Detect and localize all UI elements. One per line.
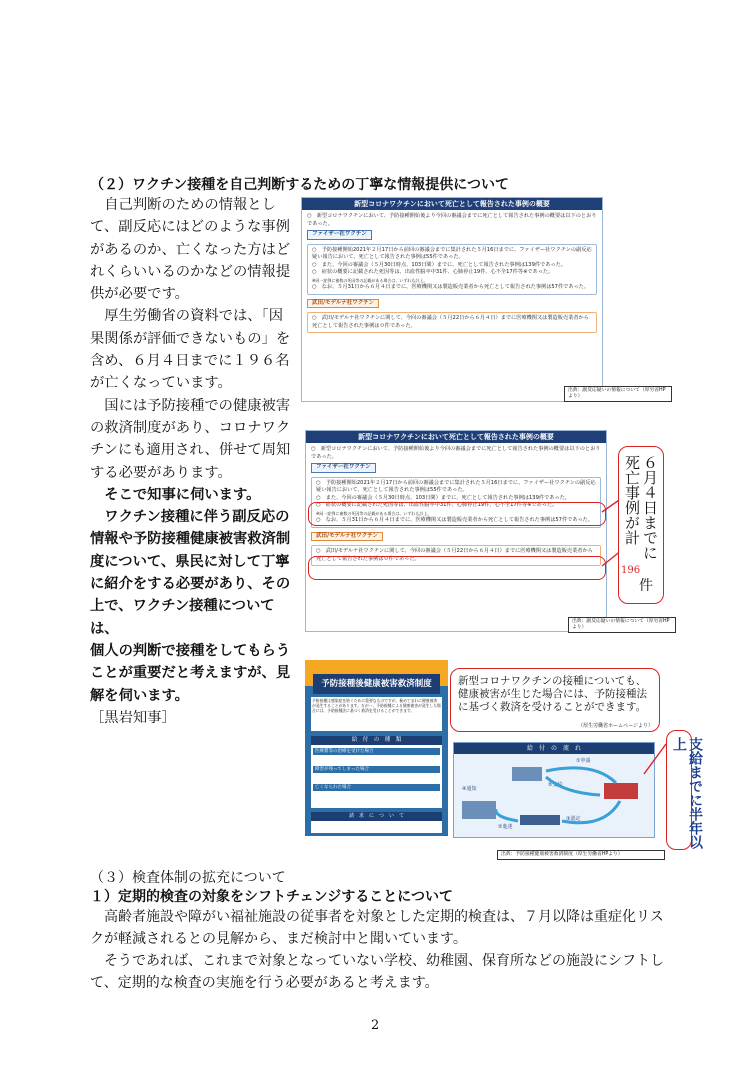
kyufu-row: 医療費等の治療を受けた場合 <box>313 748 440 755</box>
relief-system-leaflet <box>305 660 448 836</box>
paragraph: 高齢者施設や障がい福祉施設の従事者を対象とした定期的検査は、７月以降は重症化リスクが軽減されるとの見解から、まだ検討中と聞いています。 <box>90 909 664 947</box>
question-line: に紹介をする必要があり、その <box>90 576 291 593</box>
report-item: ○ 症状の概要に記載された死因等は、出血性脳卒中31件、心肺停止19件、心不全17件等※であった。 <box>312 269 554 275</box>
flow-arrow <box>562 801 620 823</box>
figure-source: 出典：副反応疑いの情報について（厚労省HPより） <box>564 386 672 402</box>
question-line: 上で、ワクチン接種については、 <box>90 598 275 637</box>
kyufu-row-body <box>311 773 442 782</box>
question-intro: そこで知事に伺います。 <box>104 486 261 503</box>
flow-step: ①申請 <box>576 758 591 764</box>
leaflet-kyufu-box <box>311 736 442 808</box>
report-item: ○ なお、５月31日から６月４日までに、医療機関又は製造販売業者から死亡として報告された事例は57件であった。 <box>312 284 590 290</box>
report-item: ○ また、今回の審議会（５月30日時点、103日間）までに、死亡として報告された事例は139件であった。 <box>316 494 570 501</box>
question-line: ことが重要だと考えますが、見 <box>90 665 291 682</box>
page-number: 2 <box>371 1018 380 1033</box>
paragraph: 国には予防接種での健康被害の救済制度があり、コロナワクチンにも適用され、併せて周知する必要があります。 <box>90 397 291 481</box>
figure-title: 新型コロナワクチンにおいて死亡として報告された事例の概要 <box>306 431 606 443</box>
section-heading: （３）検査体制の拡充について <box>90 870 286 886</box>
seikyu-body <box>311 821 442 833</box>
callout-number: 196 <box>621 565 641 576</box>
death-count-callout <box>618 446 664 604</box>
figure-intro: ○ 新型コロナワクチンにおいて、予防接種開始後より今回の審議会までに死亡として報告された事例の概要は以下のとおりであった。 <box>311 446 601 460</box>
callout-unit: 件 <box>639 578 653 594</box>
flow-step: ④通知 <box>462 786 477 792</box>
report-item: ○ また、今回の審議会（５月30日時点、103日間）までに、死亡として報告された事例は139件であった。 <box>312 261 566 268</box>
figure-intro: ○ 新型コロナワクチンにおいて、予防接種開始後より今回の審議会までに死亡として報告された事例の概要は以下のとおりであった。 <box>307 213 597 227</box>
kyufu-title: 給 付 の 種 類 <box>311 736 442 745</box>
question-text <box>90 506 296 707</box>
section-heading: （２）ワクチン接種を自己判断するための丁寧な情報提供について <box>90 177 510 193</box>
paragraph: そうであれば、これまで対象となっていない学校、幼稚園、保育所などの施設にシフトして、定期的な検査の実施を行う必要があると考えます。 <box>90 953 664 991</box>
answerer-label: ［黒岩知事］ <box>90 709 176 726</box>
paragraph: 厚生労働省の資料では、「因果関係が評価できないもの」を含め、６月４日までに１９６名が亡くなっています。 <box>90 308 291 392</box>
figure-title: 新型コロナワクチンにおいて死亡として報告された事例の概要 <box>302 198 602 210</box>
payment-time-callout <box>666 730 703 850</box>
moderna-label: 武田/モデルナ社ワクチン <box>307 299 379 309</box>
flow-arrow <box>496 809 518 821</box>
question-line: 解を伺います。 <box>90 687 189 704</box>
highlight-oval <box>308 502 606 526</box>
benefit-flow-diagram <box>453 742 655 838</box>
moderna-box <box>307 312 597 333</box>
pfizer-label: ファイザー社ワクチン <box>307 230 372 240</box>
highlight-oval <box>308 556 606 580</box>
pfizer-label: ファイザー社ワクチン <box>311 463 376 473</box>
kyufu-row: 亡くなられた場合 <box>313 784 440 791</box>
question-line: 度について、県民に対して丁寧 <box>90 553 290 570</box>
death-report-figure-1 <box>301 197 603 402</box>
flow-arrow <box>546 777 600 795</box>
seikyu-title: 請 求 に つ い て <box>311 812 442 821</box>
kyufu-row: 障害が残ってしまった場合 <box>313 766 440 773</box>
report-item: ○ 症状の概要に記載された死因等は、出血性脳卒中31件、心肺停止19件、心不全17件等※であった。 <box>316 502 558 508</box>
relief-callout <box>450 668 660 732</box>
report-item: ○ 予防接種開始2021年２月17日から前回の審議会までに集計された５月16日までに、ファイザー社ワクチンの副反応疑い報告において、死亡として報告された事例は55件であった。 <box>316 479 596 493</box>
callout-text-line: 死亡事例が計 <box>623 455 641 545</box>
payment-time-note: 支給までに半年以上 <box>671 737 703 849</box>
left-column <box>90 194 296 729</box>
relief-callout-text: 新型コロナワクチンの接種についても、健康被害が生じた場合には、予防接種法に基づく救済を受けることができます。 <box>458 675 647 713</box>
pfizer-box <box>307 244 597 295</box>
flow-arrows <box>454 743 654 837</box>
question-line: ワクチン接種に伴う副反応の <box>104 509 290 526</box>
report-item: ○ 武田/モデルナ社ワクチンに関して、今回の審議会（５月22日から６月４日）までに医療機関又は製造販売業者から死亡として報告された事例は０件であった。 <box>312 315 589 329</box>
report-item: ○ なお、５月31日から６月４日までに、医療機関又は製造販売業者から死亡として報告された事例は57件であった。 <box>316 517 594 523</box>
report-item: ○ 予防接種開始2021年２月17日から前回の審議会までに集計された５月16日までに、ファイザー社ワクチンの副反応疑い報告において、死亡として報告された事例は55件であった。 <box>312 246 592 260</box>
flow-title: 給 付 の 流 れ <box>454 743 654 754</box>
callout-text-line: ６月４日までに <box>641 455 659 560</box>
kyufu-row-body <box>311 755 442 764</box>
relief-callout-source: （厚生労働省ホームページより） <box>578 723 653 729</box>
subsection-heading: １）定期的検査の対象をシフトチェンジすることについて <box>90 889 453 905</box>
flow-step: ③認定 <box>566 816 581 822</box>
report-item: ○ 武田/モデルナ社ワクチンに関して、今回の審議会（５月22日から６月４日）までに医療機関又は製造販売業者から死亡として報告された事例は０件であった。 <box>316 548 593 562</box>
figure-source: 出典：予防接種健康被害救済制度（厚生労働省HPより） <box>497 850 665 860</box>
flow-step: ⑤支給 <box>548 782 563 788</box>
side-note-arrow-line <box>644 744 666 774</box>
report-note: ※同一症例に複数の死因等の記載がある場合は、いずれも計上。 <box>312 277 428 283</box>
question-line: 個人の判断で接種をしてもらう <box>90 642 291 659</box>
question-line: 情報や予防接種健康被害救済制 <box>90 531 291 548</box>
leaflet-banner: 予防接種後健康被害救済制度 <box>313 674 440 694</box>
moderna-label: 武田/モデルナ社ワクチン <box>311 532 383 542</box>
paragraph: 自己判断のための情報として、副反応にはどのような事例があるのか、亡くなった方はどれくらいいるのかなどの情報提供が必要です。 <box>90 197 291 303</box>
report-note: ※同一症例に複数の死因等の記載がある場合は、いずれも計上。 <box>316 510 432 516</box>
death-report-figure-2 <box>305 430 607 632</box>
flow-arrow <box>546 768 616 783</box>
flow-step: ②進達 <box>498 824 513 830</box>
figure-source: 出典：副反応疑いの情報について（厚労省HPより） <box>568 617 676 633</box>
leaflet-intro: 予防接種は感染症を防ぐために重要なものですが、極めてまれに健康被害が発生することがあります。万が一、予防接種による健康被害が発生した場合には、予防接種法に基づく救済を受けることができます。 <box>311 697 442 731</box>
side-note-arrow <box>640 740 668 780</box>
